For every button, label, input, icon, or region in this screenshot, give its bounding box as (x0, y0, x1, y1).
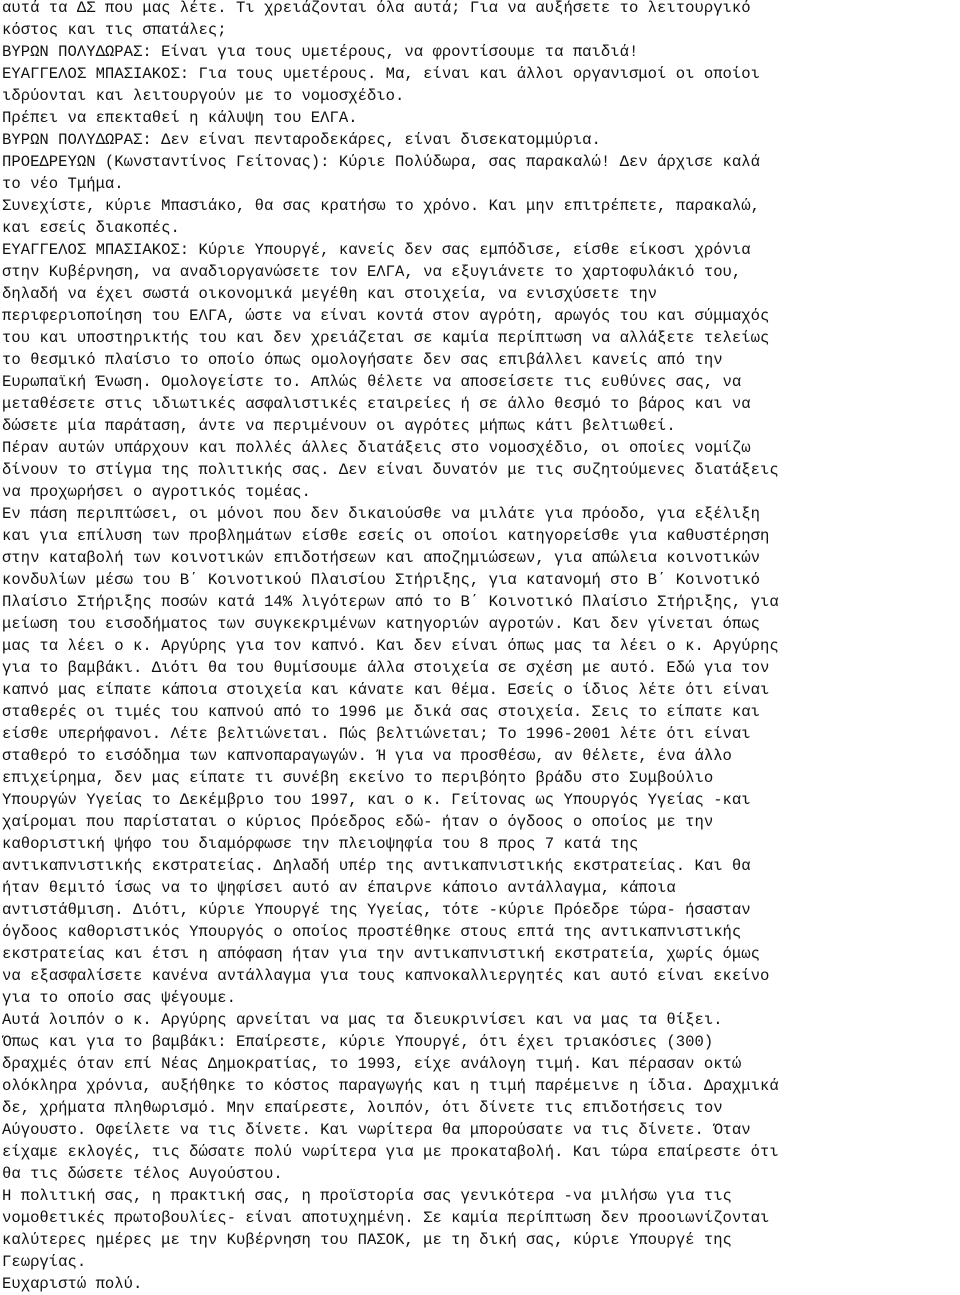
text-line: μείωση του εισοδήματος των συγκεκριμένων κατηγοριών αγροτών. Και δεν γίνεται όπως (2, 615, 760, 633)
text-line: Γεωργίας. (2, 1253, 87, 1271)
text-line: αντιστάθμιση. Διότι, κύριε Υπουργέ της Υγείας, τότε -κύριε Πρόεδρε τώρα- ήσασταν (2, 901, 751, 919)
text-line: δίνουν το στίγμα της πολιτικής σας. Δεν είναι δυνατόν με τις συζητούμενες διατάξεις (2, 461, 779, 479)
text-line: δώσετε μία παράταση, άντε να περιμένουν οι αγρότες μήπως κάτι βελτιωθεί. (2, 417, 676, 435)
text-line: Ευχαριστώ πολύ. (2, 1275, 143, 1293)
text-line: στην καταβολή των κοινοτικών επιδοτήσεων και αποζημιώσεων, για απώλεια κοινοτικών (2, 549, 760, 567)
text-line: καπνό μας είπατε κάποια στοιχεία και κάνατε και θέμα. Εσείς ο ίδιος λέτε ότι είναι (2, 681, 770, 699)
text-line: ολόκληρα χρόνια, αυξήθηκε το κόστος παραγωγής και η τιμή παρέμεινε η ίδια. Δραχμικά (2, 1077, 779, 1095)
text-line: Ευρωπαϊκή Ένωση. Ομολογείστε το. Απλώς θέλετε να αποσείσετε τις ευθύνες σας, να (2, 373, 742, 391)
text-line: στην Κυβέρνηση, να αναδιοργανώσετε τον ΕΛΓΑ, να εξυγιάνετε το χαρτοφυλάκιό του, (2, 263, 742, 281)
text-line: επιχείρημα, δεν μας είπατε τι συνέβη εκείνο το περιβόητο βράδυ στο Συμβούλιο (2, 769, 714, 787)
text-line: μεταθέσετε στις ιδιωτικές ασφαλιστικές εταιρείες ή σε άλλο θεσμό το βάρος και να (2, 395, 751, 413)
text-line: να εξασφαλίσετε κανένα αντάλλαγμα για τους καπνοκαλλιεργητές και αυτό είναι εκείνο (2, 967, 770, 985)
text-line: δηλαδή να έχει σωστά οικονομικά μεγέθη και στοιχεία, να ενισχύσετε την (2, 285, 658, 303)
text-line: να προχωρήσει ο αγροτικός τομέας. (2, 483, 311, 501)
text-line: και εσείς διακοπές. (2, 219, 180, 237)
text-line: του και υποστηρικτής του και δεν χρειάζεται σε καμία περίπτωση να αλλάξετε τελείως (2, 329, 770, 347)
text-line: ΕΥΑΓΓΕΛΟΣ ΜΠΑΣΙΑΚΟΣ: Κύριε Υπουργέ, κανείς δεν σας εμπόδισε, είσθε είκοσι χρόνια (2, 241, 751, 259)
text-line: νομοθετικές πρωτοβουλίες- είναι αποτυχημένη. Σε καμία περίπτωση δεν προοιωνίζονται (2, 1209, 770, 1227)
text-line: ιδρύονται και λειτουργούν με το νομοσχέδιο. (2, 87, 405, 105)
text-line: Πλαίσιο Στήριξης ποσών κατά 14% λιγότερων από το Β΄ Κοινοτικό Πλαίσιο Στήριξης, για (2, 593, 779, 611)
text-line: καθοριστική ψήφο του διαμόρφωσε την πλειοψηφία του 8 προς 7 κατά της (2, 835, 639, 853)
text-line: είσθε υπερήφανοι. Λέτε βελτιώνεται. Πώς βελτιώνεται; Το 1996-2001 λέτε ότι είναι (2, 725, 751, 743)
text-line: Αύγουστο. Οφείλετε να τις δίνετε. Και νωρίτερα θα μπορούσατε να τις δίνετε. Όταν (2, 1121, 751, 1139)
text-line: αντικαπνιστικής εκστρατείας. Δηλαδή υπέρ της αντικαπνιστικής εκστρατείας. Και θα (2, 857, 751, 875)
text-line: ήταν θεμιτό ίσως να το ψηφίσει αυτό αν έπαιρνε κάποιο αντάλλαγμα, κάποια (2, 879, 676, 897)
text-line: για το βαμβάκι. Διότι θα του θυμίσουμε άλλα στοιχεία σε σχέση με αυτό. Εδώ για τον (2, 659, 770, 677)
text-line: για το οποίο σας ψέγουμε. (2, 989, 236, 1007)
text-line: καλύτερες ημέρες με την Κυβέρνηση του ΠΑΣΟΚ, με τη δική σας, κύριε Υπουργέ της (2, 1231, 732, 1249)
text-line: χαίρομαι που παρίσταται ο κύριος Πρόεδρος εδώ- ήταν ο όγδοος ο οποίος με την (2, 813, 714, 831)
text-line: το θεσμικό πλαίσιο το οποίο όπως ομολογήσατε δεν σας επιβάλλει κανείς από την (2, 351, 723, 369)
text-line: Όπως και για το βαμβάκι: Επαίρεστε, κύριε Υπουργέ, ότι έχει τριακόσιες (300) (2, 1033, 714, 1051)
text-line: ΠΡΟΕΔΡΕΥΩΝ (Κωνσταντίνος Γείτονας): Κύριε Πολύδωρα, σας παρακαλώ! Δεν άρχισε καλά (2, 153, 760, 171)
text-line: και για επίλυση των προβλημάτων είσθε εσείς οι οποίοι κατηγορείσθε για καθυστέρηση (2, 527, 770, 545)
text-line: όγδοος καθοριστικός Υπουργός ο οποίος προστέθηκε στους επτά της αντικαπνιστικής (2, 923, 742, 941)
text-line: Η πολιτική σας, η πρακτική σας, η προϊστορία σας γενικότερα -να μιλήσω για τις (2, 1187, 732, 1205)
text-line: δραχμές όταν επί Νέας Δημοκρατίας, το 1993, είχε ανάλογη τιμή. Και πέρασαν οκτώ (2, 1055, 742, 1073)
text-line: σταθερές οι τιμές του καπνού από το 1996 με δικά σας στοιχεία. Σεις το είπατε και (2, 703, 760, 721)
text-line: σταθερό το εισόδημα των καπνοπαραγωγών. Ή για να προσθέσω, αν θέλετε, ένα άλλο (2, 747, 732, 765)
text-line: δε, χρήματα πληθωρισμό. Μην επαίρεστε, λοιπόν, ότι δίνετε τις επιδοτήσεις τον (2, 1099, 723, 1117)
document-page (2, 0, 952, 1295)
text-line: Υπουργών Υγείας το Δεκέμβριο του 1997, και ο κ. Γείτονας ως Υπουργός Υγείας -και (2, 791, 751, 809)
text-line: μας τα λέει ο κ. Αργύρης για τον καπνό. Και δεν είναι όπως μας τα λέει ο κ. Αργύρης (2, 637, 779, 655)
text-line: ΒΥΡΩΝ ΠΟΛΥΔΩΡΑΣ: Δεν είναι πενταροδεκάρες, είναι δισεκατομμύρια. (2, 131, 601, 149)
text-line: κόστος και τις σπατάλες; (2, 21, 227, 39)
text-line: Αυτά λοιπόν ο κ. Αργύρης αρνείται να μας τα διευκρινίσει και να μας τα θίξει. (2, 1011, 723, 1029)
text-line: κονδυλίων μέσω του Β΄ Κοινοτικού Πλαισίου Στήριξης, για κατανομή στο Β΄ Κοινοτικό (2, 571, 760, 589)
text-line: είχαμε εκλογές, τις δώσατε πολύ νωρίτερα για με προκαταβολή. Και τώρα επαίρεστε ότι (2, 1143, 779, 1161)
text-line: Εν πάση περιπτώσει, οι μόνοι που δεν δικαιούσθε να μιλάτε για πρόοδο, για εξέλιξη (2, 505, 760, 523)
text-line: ΒΥΡΩΝ ΠΟΛΥΔΩΡΑΣ: Είναι για τους υμετέρους, να φροντίσουμε τα παιδιά! (2, 43, 639, 61)
text-line: εκστρατείας και έτσι η απόφαση ήταν για την αντικαπνιστική εκστρατεία, χωρίς όμως (2, 945, 760, 963)
text-line: Πρέπει να επεκταθεί η κάλυψη του ΕΛΓΑ. (2, 109, 358, 127)
text-line: Πέραν αυτών υπάρχουν και πολλές άλλες διατάξεις στο νομοσχέδιο, οι οποίες νομίζω (2, 439, 751, 457)
text-line: αυτά τα ΔΣ που μας λέτε. Τι χρειάζονται όλα αυτά; Για να αυξήσετε το λειτουργικό (2, 0, 751, 17)
text-line: ΕΥΑΓΓΕΛΟΣ ΜΠΑΣΙΑΚΟΣ: Για τους υμετέρους. Μα, είναι και άλλοι οργανισμοί οι οποίοι (2, 65, 760, 83)
text-line: το νέο Τμήμα. (2, 175, 124, 193)
text-line: περιφεριοποίηση του ΕΛΓΑ, ώστε να είναι κοντά στον αγρότη, αρωγός του και σύμμαχός (2, 307, 770, 325)
text-line: Συνεχίστε, κύριε Μπασιάκο, θα σας κρατήσω το χρόνο. Και μην επιτρέπετε, παρακαλώ, (2, 197, 760, 215)
text-line: θα τις δώσετε τέλος Αυγούστου. (2, 1165, 283, 1183)
